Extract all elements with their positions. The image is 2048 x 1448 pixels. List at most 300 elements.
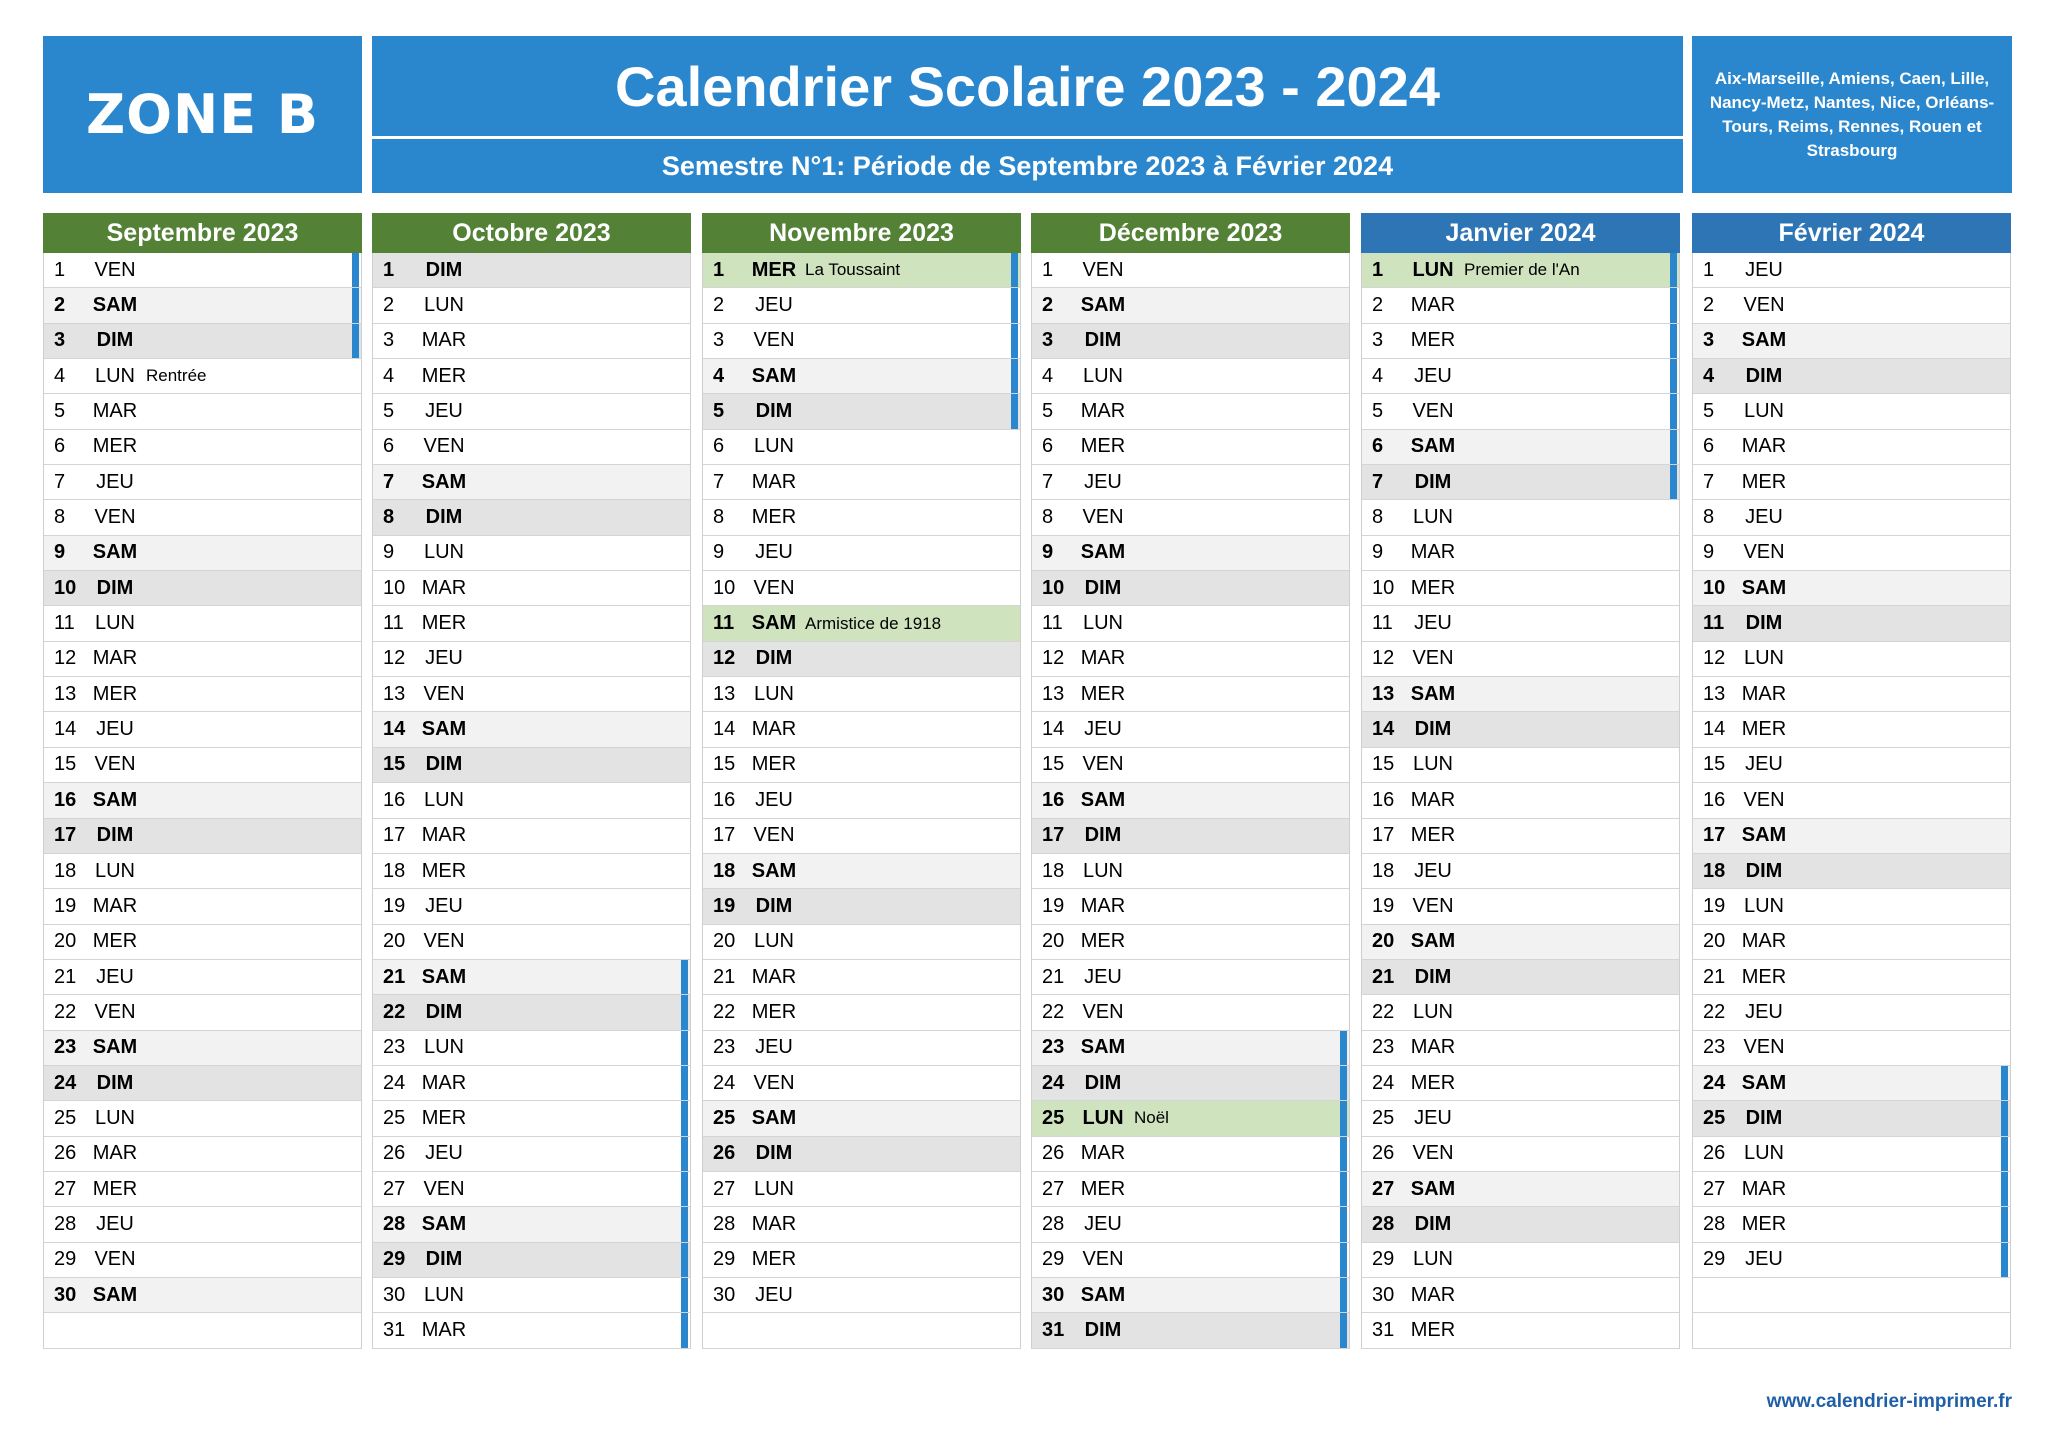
weekday-label: VEN xyxy=(753,824,795,847)
day-number: 4 xyxy=(1042,364,1054,387)
weekday-label: SAM xyxy=(92,788,138,811)
day-number: 2 xyxy=(383,294,395,317)
day-row xyxy=(1362,253,1679,288)
day-number: 16 xyxy=(1372,788,1395,811)
day-row xyxy=(1032,712,1349,747)
day-number: 29 xyxy=(713,1248,736,1271)
day-row xyxy=(703,1278,1020,1313)
day-row xyxy=(1032,1278,1349,1313)
day-number: 23 xyxy=(1042,1036,1065,1059)
day-row xyxy=(703,854,1020,889)
weekday-label: MAR xyxy=(1741,930,1787,953)
day-number: 1 xyxy=(1703,258,1715,281)
month-header: Octobre 2023 xyxy=(372,213,691,253)
day-number: 13 xyxy=(383,682,406,705)
day-row xyxy=(1032,324,1349,359)
weekday-label: MAR xyxy=(751,718,797,741)
day-row xyxy=(1032,1101,1349,1136)
weekday-label: SAM xyxy=(751,364,797,387)
day-number: 21 xyxy=(54,965,77,988)
day-number: 28 xyxy=(713,1212,736,1235)
day-number: 12 xyxy=(713,647,736,670)
day-row xyxy=(1362,1313,1679,1348)
weekday-label: DIM xyxy=(755,400,793,423)
day-number: 13 xyxy=(1042,682,1065,705)
day-number: 30 xyxy=(1372,1283,1395,1306)
weekday-label: JEU xyxy=(1745,1248,1783,1271)
weekday-label: DIM xyxy=(1414,965,1452,988)
day-number: 25 xyxy=(54,1106,77,1129)
day-number: 15 xyxy=(713,753,736,776)
month-header: Septembre 2023 xyxy=(43,213,362,253)
weekday-label: MAR xyxy=(421,329,467,352)
day-number: 23 xyxy=(54,1036,77,1059)
day-number: 2 xyxy=(1372,294,1384,317)
day-number: 24 xyxy=(1042,1071,1065,1094)
weekday-label: MAR xyxy=(1741,435,1787,458)
weekday-label: MER xyxy=(751,1000,797,1023)
day-row xyxy=(44,748,361,783)
weekday-label: VEN xyxy=(753,576,795,599)
day-row xyxy=(1032,889,1349,924)
weekday-label: SAM xyxy=(1080,1036,1126,1059)
day-number: 10 xyxy=(713,576,736,599)
day-number: 25 xyxy=(383,1106,406,1129)
day-list xyxy=(1692,253,2011,1349)
title-box xyxy=(372,36,1683,136)
day-number: 15 xyxy=(1703,753,1726,776)
day-row xyxy=(373,1031,690,1066)
weekday-label: DIM xyxy=(1414,1212,1452,1235)
weekday-label: DIM xyxy=(1084,1318,1122,1341)
day-list xyxy=(1031,253,1350,1349)
weekday-label: VEN xyxy=(1412,647,1454,670)
day-number: 3 xyxy=(383,329,395,352)
weekday-label: SAM xyxy=(1410,1177,1456,1200)
day-number: 30 xyxy=(383,1283,406,1306)
day-row xyxy=(1693,854,2010,889)
day-number: 1 xyxy=(383,258,395,281)
weekday-label: SAM xyxy=(92,541,138,564)
weekday-label: LUN xyxy=(1412,753,1453,776)
day-number: 22 xyxy=(713,1000,736,1023)
day-number: 30 xyxy=(1042,1283,1065,1306)
weekday-label: DIM xyxy=(425,1000,463,1023)
day-number: 26 xyxy=(1703,1142,1726,1165)
day-number: 14 xyxy=(54,718,77,741)
weekday-label: JEU xyxy=(96,718,134,741)
weekday-label: VEN xyxy=(1082,753,1124,776)
day-number: 20 xyxy=(1042,930,1065,953)
weekday-label: VEN xyxy=(94,506,136,529)
day-row xyxy=(1032,359,1349,394)
day-number: 20 xyxy=(713,930,736,953)
day-row xyxy=(44,253,361,288)
day-number: 3 xyxy=(1042,329,1054,352)
day-number: 29 xyxy=(54,1248,77,1271)
weekday-label: MER xyxy=(1741,965,1787,988)
day-number: 12 xyxy=(1372,647,1395,670)
day-row xyxy=(1693,960,2010,995)
weekday-label: MAR xyxy=(1410,294,1456,317)
day-row xyxy=(44,465,361,500)
day-number: 21 xyxy=(713,965,736,988)
weekday-label: MAR xyxy=(1080,647,1126,670)
day-row xyxy=(1032,1172,1349,1207)
day-row xyxy=(1032,1031,1349,1066)
weekday-label: LUN xyxy=(94,1106,135,1129)
day-number: 18 xyxy=(1703,859,1726,882)
weekday-label: JEU xyxy=(1414,859,1452,882)
day-row xyxy=(1693,783,2010,818)
day-row xyxy=(373,642,690,677)
weekday-label: DIM xyxy=(425,258,463,281)
weekday-label: MAR xyxy=(1410,1283,1456,1306)
day-list xyxy=(702,253,1021,1349)
day-number: 20 xyxy=(1372,930,1395,953)
weekday-label: LUN xyxy=(753,1177,794,1200)
day-number: 28 xyxy=(1042,1212,1065,1235)
day-number: 25 xyxy=(713,1106,736,1129)
day-row xyxy=(373,1243,690,1278)
weekday-label: LUN xyxy=(94,364,135,387)
day-row xyxy=(1032,995,1349,1030)
day-number: 27 xyxy=(54,1177,77,1200)
day-row xyxy=(44,288,361,323)
weekday-label: LUN xyxy=(423,788,464,811)
weekday-label: JEU xyxy=(425,647,463,670)
day-row xyxy=(703,253,1020,288)
day-number: 7 xyxy=(1042,470,1054,493)
day-number: 11 xyxy=(713,612,735,635)
day-row xyxy=(44,430,361,465)
month-column xyxy=(372,213,691,1349)
weekday-label: MER xyxy=(92,435,138,458)
day-row xyxy=(373,606,690,641)
day-number: 6 xyxy=(383,435,395,458)
day-number: 2 xyxy=(54,294,66,317)
day-row xyxy=(44,1172,361,1207)
weekday-label: VEN xyxy=(753,1071,795,1094)
day-number: 14 xyxy=(713,718,736,741)
day-number: 5 xyxy=(713,400,725,423)
day-number: 17 xyxy=(54,824,77,847)
weekday-label: MAR xyxy=(1741,682,1787,705)
day-number: 9 xyxy=(1372,541,1384,564)
day-row xyxy=(44,677,361,712)
day-row xyxy=(703,712,1020,747)
day-row xyxy=(1032,606,1349,641)
day-number: 18 xyxy=(1372,859,1395,882)
day-number: 2 xyxy=(713,294,725,317)
day-row xyxy=(1032,854,1349,889)
day-number: 27 xyxy=(383,1177,406,1200)
day-row xyxy=(373,430,690,465)
month-column xyxy=(1692,213,2011,1349)
weekday-label: DIM xyxy=(1745,1106,1783,1129)
weekday-label: MAR xyxy=(92,894,138,917)
month-header: Janvier 2024 xyxy=(1361,213,1680,253)
day-row xyxy=(44,1101,361,1136)
day-row xyxy=(703,960,1020,995)
holiday-label: Premier de l'An xyxy=(1464,260,1580,280)
day-number: 6 xyxy=(1703,435,1715,458)
day-row xyxy=(1362,571,1679,606)
month-column xyxy=(1031,213,1350,1349)
day-row xyxy=(1362,430,1679,465)
day-row xyxy=(373,1207,690,1242)
weekday-label: LUN xyxy=(1743,647,1784,670)
subtitle-box xyxy=(372,139,1683,193)
day-row xyxy=(1362,677,1679,712)
weekday-label: LUN xyxy=(423,541,464,564)
day-row xyxy=(703,1243,1020,1278)
day-number: 12 xyxy=(1703,647,1726,670)
zone-label: ZONE B xyxy=(85,83,320,146)
day-row xyxy=(44,536,361,571)
weekday-label: MER xyxy=(1410,1071,1456,1094)
day-number: 11 xyxy=(1703,612,1725,635)
day-row xyxy=(44,712,361,747)
weekday-label: SAM xyxy=(751,859,797,882)
weekday-label: VEN xyxy=(1743,788,1785,811)
weekday-label: VEN xyxy=(1743,294,1785,317)
day-number: 14 xyxy=(1042,718,1065,741)
weekday-label: JEU xyxy=(96,965,134,988)
weekday-label: SAM xyxy=(1080,788,1126,811)
weekday-label: LUN xyxy=(753,682,794,705)
weekday-label: VEN xyxy=(94,753,136,776)
day-number: 17 xyxy=(713,824,736,847)
day-row xyxy=(373,394,690,429)
day-number: 24 xyxy=(713,1071,736,1094)
day-row xyxy=(703,536,1020,571)
weekday-label: VEN xyxy=(753,329,795,352)
day-number: 21 xyxy=(1703,965,1726,988)
day-number: 18 xyxy=(383,859,406,882)
day-number: 1 xyxy=(54,258,66,281)
day-row xyxy=(703,606,1020,641)
weekday-label: MAR xyxy=(1080,894,1126,917)
weekday-label: JEU xyxy=(1745,753,1783,776)
day-row xyxy=(44,500,361,535)
weekday-label: JEU xyxy=(1084,1212,1122,1235)
weekday-label: SAM xyxy=(1741,329,1787,352)
weekday-label: VEN xyxy=(1412,1142,1454,1165)
day-number: 10 xyxy=(1703,576,1726,599)
day-number: 28 xyxy=(383,1212,406,1235)
day-row xyxy=(1032,1313,1349,1348)
weekday-label: MER xyxy=(1410,576,1456,599)
day-number: 16 xyxy=(54,788,77,811)
month-header: Février 2024 xyxy=(1692,213,2011,253)
day-row xyxy=(1032,1066,1349,1101)
weekday-label: MER xyxy=(1080,1177,1126,1200)
day-number: 13 xyxy=(1372,682,1395,705)
weekday-label: SAM xyxy=(92,294,138,317)
day-row xyxy=(373,500,690,535)
day-row xyxy=(373,960,690,995)
day-number: 14 xyxy=(1372,718,1395,741)
day-number: 3 xyxy=(54,329,66,352)
day-row xyxy=(1693,1207,2010,1242)
day-number: 19 xyxy=(1372,894,1395,917)
weekday-label: JEU xyxy=(755,294,793,317)
weekday-label: VEN xyxy=(1412,894,1454,917)
day-row xyxy=(1362,783,1679,818)
weekday-label: LUN xyxy=(423,294,464,317)
day-number: 15 xyxy=(383,753,406,776)
day-row xyxy=(373,359,690,394)
day-row xyxy=(1032,748,1349,783)
day-row xyxy=(1693,1137,2010,1172)
weekday-label: MAR xyxy=(1741,1177,1787,1200)
month-column xyxy=(1361,213,1680,1349)
month-column xyxy=(702,213,1021,1349)
day-number: 11 xyxy=(1042,612,1063,635)
weekday-label: LUN xyxy=(1412,506,1453,529)
day-number: 9 xyxy=(383,541,395,564)
day-row xyxy=(1362,465,1679,500)
day-row xyxy=(1032,500,1349,535)
day-row xyxy=(44,394,361,429)
academies-list: Aix-Marseille, Amiens, Caen, Lille, Nancy-Metz, Nantes, Nice, Orléans-Tours, Reims, Rennes, Rouen et Strasbourg xyxy=(1709,68,1995,160)
day-row xyxy=(703,677,1020,712)
day-row xyxy=(703,571,1020,606)
day-number: 22 xyxy=(54,1000,77,1023)
day-number: 3 xyxy=(1372,329,1384,352)
day-number: 6 xyxy=(1372,435,1384,458)
weekday-label: LUN xyxy=(423,1036,464,1059)
day-number: 7 xyxy=(1372,470,1384,493)
day-row xyxy=(44,1207,361,1242)
day-number: 6 xyxy=(54,435,66,458)
day-row xyxy=(703,642,1020,677)
day-row xyxy=(1032,253,1349,288)
day-number: 22 xyxy=(1372,1000,1395,1023)
day-row xyxy=(1362,995,1679,1030)
day-number: 8 xyxy=(1703,506,1715,529)
day-row xyxy=(1362,359,1679,394)
day-number: 8 xyxy=(713,506,725,529)
weekday-label: VEN xyxy=(423,1177,465,1200)
day-row xyxy=(703,783,1020,818)
day-row xyxy=(1693,394,2010,429)
day-row xyxy=(44,571,361,606)
day-row xyxy=(1362,1137,1679,1172)
day-number: 23 xyxy=(383,1036,406,1059)
day-row xyxy=(1362,960,1679,995)
weekday-label: LUN xyxy=(94,859,135,882)
weekday-label: SAM xyxy=(421,1212,467,1235)
weekday-label: MER xyxy=(1410,824,1456,847)
day-row xyxy=(703,430,1020,465)
day-row xyxy=(373,1101,690,1136)
empty-day-row xyxy=(703,1313,1020,1348)
weekday-label: DIM xyxy=(1745,859,1783,882)
day-number: 12 xyxy=(383,647,406,670)
day-row xyxy=(703,995,1020,1030)
day-number: 17 xyxy=(383,824,406,847)
day-row xyxy=(373,571,690,606)
day-row xyxy=(1693,1031,2010,1066)
day-number: 10 xyxy=(1042,576,1065,599)
day-row xyxy=(1362,889,1679,924)
weekday-label: SAM xyxy=(1080,541,1126,564)
day-row xyxy=(703,288,1020,323)
day-row xyxy=(1032,1207,1349,1242)
day-row xyxy=(373,536,690,571)
weekday-label: LUN xyxy=(1082,364,1123,387)
holiday-label: Noël xyxy=(1134,1108,1169,1128)
day-number: 8 xyxy=(383,506,395,529)
day-row xyxy=(1362,854,1679,889)
day-row xyxy=(1032,465,1349,500)
day-row xyxy=(1362,712,1679,747)
weekday-label: MER xyxy=(1080,930,1126,953)
month-header: Décembre 2023 xyxy=(1031,213,1350,253)
weekday-label: MAR xyxy=(421,1071,467,1094)
day-number: 17 xyxy=(1042,824,1065,847)
day-number: 12 xyxy=(1042,647,1065,670)
weekday-label: LUN xyxy=(1743,1142,1784,1165)
weekday-label: SAM xyxy=(1741,1071,1787,1094)
day-row xyxy=(703,748,1020,783)
day-row xyxy=(373,854,690,889)
day-number: 30 xyxy=(713,1283,736,1306)
footer-url[interactable]: www.calendrier-imprimer.fr xyxy=(1766,1391,2012,1412)
day-row xyxy=(44,606,361,641)
day-number: 12 xyxy=(54,647,77,670)
weekday-label: DIM xyxy=(96,824,134,847)
day-row xyxy=(1693,712,2010,747)
day-number: 18 xyxy=(713,859,736,882)
day-number: 3 xyxy=(1703,329,1715,352)
day-row xyxy=(1032,394,1349,429)
day-number: 5 xyxy=(383,400,395,423)
day-row xyxy=(1362,394,1679,429)
weekday-label: SAM xyxy=(1080,1283,1126,1306)
weekday-label: LUN xyxy=(1412,258,1454,281)
day-number: 15 xyxy=(1372,753,1395,776)
day-number: 8 xyxy=(1372,506,1384,529)
day-number: 9 xyxy=(1042,541,1054,564)
day-row xyxy=(703,1137,1020,1172)
weekday-label: DIM xyxy=(96,1071,134,1094)
day-row xyxy=(1693,500,2010,535)
weekday-label: LUN xyxy=(1412,1248,1453,1271)
weekday-label: JEU xyxy=(425,894,463,917)
day-number: 2 xyxy=(1042,294,1054,317)
day-number: 9 xyxy=(713,541,725,564)
day-number: 4 xyxy=(54,364,66,387)
weekday-label: DIM xyxy=(1745,612,1783,635)
weekday-label: LUN xyxy=(94,612,135,635)
weekday-label: SAM xyxy=(92,1036,138,1059)
day-row xyxy=(1362,324,1679,359)
day-row xyxy=(44,783,361,818)
day-row xyxy=(703,925,1020,960)
day-row xyxy=(1693,288,2010,323)
weekday-label: VEN xyxy=(94,1248,136,1271)
day-list xyxy=(1361,253,1680,1349)
day-row xyxy=(1693,1101,2010,1136)
day-row xyxy=(44,324,361,359)
day-row xyxy=(1693,995,2010,1030)
day-row xyxy=(373,288,690,323)
weekday-label: SAM xyxy=(1741,824,1787,847)
day-row xyxy=(1362,925,1679,960)
